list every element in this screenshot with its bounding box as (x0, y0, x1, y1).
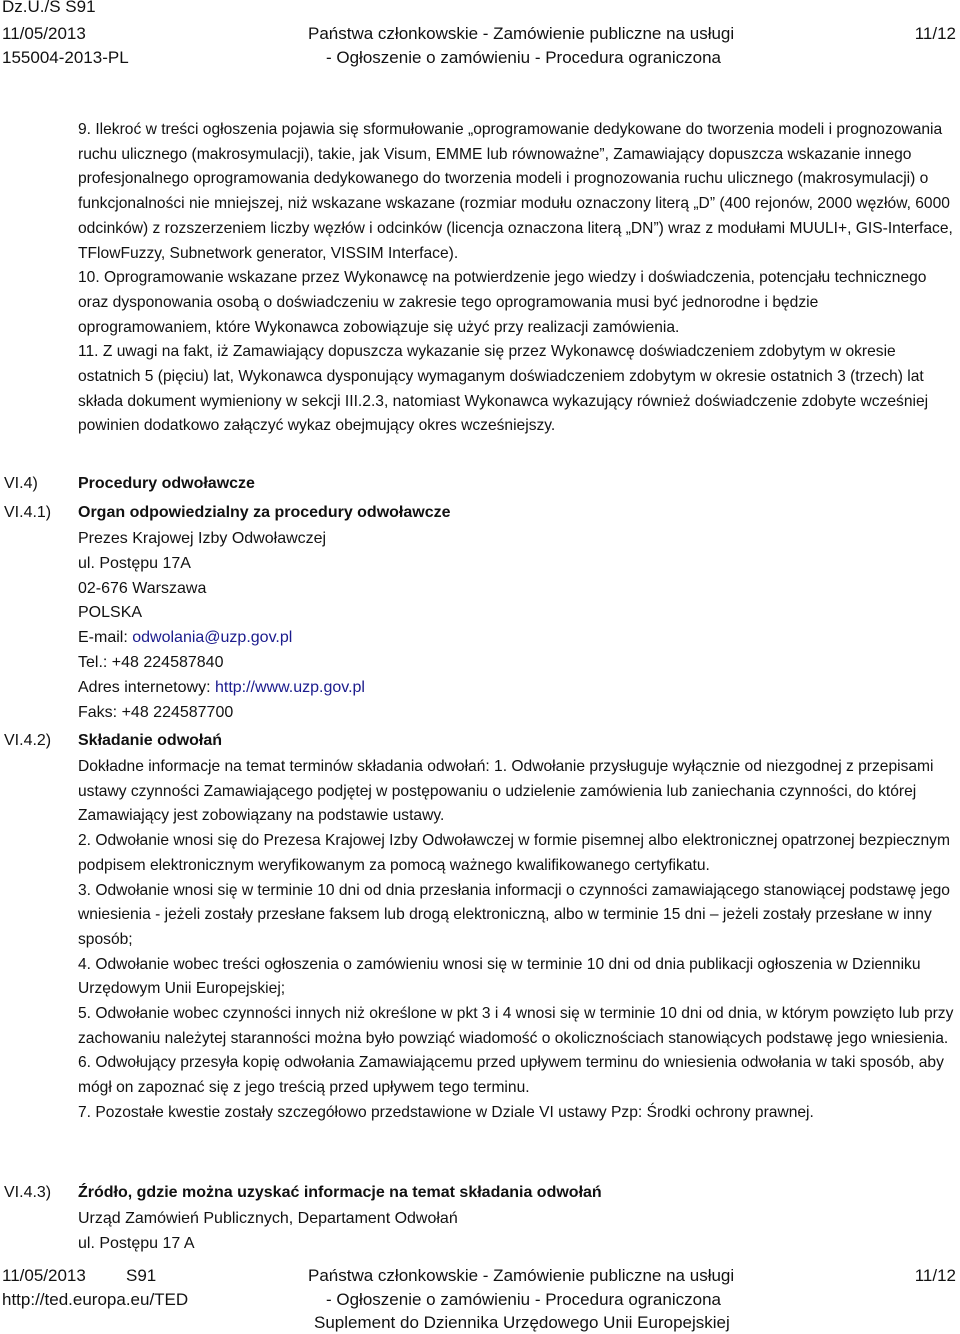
street-address: ul. Postępu 17 A (78, 1234, 195, 1252)
paragraph-11: 11. Z uwagi na fakt, iż Zamawiający dopuszcza wykazanie się przez Wykonawcę doświadczeniem zdobytym w okresie ostatnich 5 (pięciu) lat, Wykonawca dysponujący wymaganym doświadczeniem zdobytym w okresie ostatnich 3 (trzech) lat składa dokument wymieniony w sekcji III.2.3, natomiast Wykonawca wykazujący również doświadczenie zdobyte wcześniej powinien dodatkowo załączyć wykaz obejmujący okres wcześniejszy. (78, 343, 929, 435)
section-number-vi42: VI.4.2) (4, 732, 52, 749)
postal-city: 02-676 Warszawa (78, 579, 207, 597)
publication-ref: Dz.U./S S91 (2, 0, 96, 16)
phone-row (78, 651, 365, 676)
paragraph-9: 9. Ilekroć w treści ogłoszenia pojawia się sformułowanie „oprogramowanie dedykowane do tworzenia modeli i prognozowania ruchu ulicznego (makrosymulacji), takie, jak Visum, EMME lub równoważne”, Zamawiający dopuszcza wskazanie innego profesjonalnego oprogramowania dedykowanego do tworzenia modeli i prognozowania ruchu ulicznego (makrosymulacji) o funkcjonalności nie mniejszej, niż wskazane wskazane (rozmiar modułu oznaczony literą „D” (400 rejonów, 2000 węzłów, 6000 odcinków) z rozszerzeniem liczby węzłów i odcinków (licencja oznaczona literą „DN”) wraz z modułami MUULI+, GIS-Interface, TFlowFuzzy, Subnetwork generator, VISSIM Interface). (78, 121, 953, 262)
email-label: E-mail: (78, 629, 128, 647)
footer-title: Państwa członkowskie - Zamówienie publiczne na usługi (308, 1266, 735, 1285)
additional-info-text (78, 118, 954, 439)
header-title: Państwa członkowskie - Zamówienie publiczne na usługi (308, 24, 735, 43)
section-title-vi42: Składanie odwołań (78, 732, 223, 749)
appeal-paragraph: 6. Odwołujący przesyła kopię odwołania Zamawiającemu przed upływem terminu do wniesienia odwołania w taki sposób, aby mógł on zapoznać się z jego treścią przed upływem tego terminu. (78, 1054, 944, 1097)
appeal-paragraph: 7. Pozostałe kwestie zostały szczegółowo przedstawione w Dziale VI ustawy Pzp: Środki ochrony prawnej. (78, 1103, 814, 1121)
email-link[interactable]: odwolania@uzp.gov.pl (132, 629, 293, 647)
street-address: ul. Postępu 17A (78, 554, 191, 572)
footer-date: 11/05/2013 (2, 1266, 86, 1285)
appeal-paragraph: Dokładne informacje na temat terminów składania odwołań: 1. Odwołanie przysługuje wyłącznie od niezgodnej z przepisami ustawy czynności Zamawiającego podjętej w postępowaniu o udzielenie zamówienia lub zaniechania czynności, do której Zamawiający jest zobowiązany na podstawie ustawy. (78, 758, 934, 825)
section-number-vi43: VI.4.3) (4, 1184, 52, 1201)
email-row (78, 626, 365, 651)
footer-url[interactable]: http://ted.europa.eu/TED (2, 1290, 189, 1309)
organization-name: Urząd Zamówień Publicznych, Departament Odwołań (78, 1210, 458, 1227)
paragraph-10: 10. Oprogramowanie wskazane przez Wykonawcę na potwierdzenie jego wiedzy i doświadczenia, potencjału technicznego oraz dysponowania osobą o doświadczeniu w zakresie tego oprogramowania musi być jednorodne i będzie oprogramowaniem, które Wykonawca zobowiązuje się użyć przy realizacji zamówienia. (78, 269, 927, 336)
section-number-vi41: VI.4.1) (4, 504, 52, 521)
fax-row (78, 701, 365, 726)
section-title-vi43: Źródło, gdzie można uzyskać informacje na temat składania odwołań (78, 1184, 602, 1201)
section-title-vi41: Organ odpowiedzialny za procedury odwoławcze (78, 504, 451, 521)
fax-number: +48 224587700 (121, 703, 234, 721)
section-number-vi4: VI.4) (4, 475, 38, 492)
footer-supplement: Suplement do Dziennika Urzędowego Unii Europejskiej (314, 1313, 730, 1332)
website-label: Adres internetowy: (78, 678, 211, 696)
footer-page-number: 11/12 (914, 1266, 956, 1285)
website-row (78, 676, 365, 701)
header-subtitle: - Ogłoszenie o zamówieniu - Procedura ograniczona (326, 48, 721, 67)
country: POLSKA (78, 604, 143, 622)
appeal-paragraph: 5. Odwołanie wobec czynności innych niż określone w pkt 3 i 4 wnosi się w terminie 10 dni od dnia, w którym powzięto lub przy zachowaniu należytej staranności można było powziąć wiadomość o okolicznościach stanowiących podstawę jego wniesienia. (78, 1005, 954, 1047)
appeals-text (78, 755, 954, 1126)
website-link[interactable]: http://www.uzp.gov.pl (214, 678, 365, 696)
appeal-paragraph: 3. Odwołanie wnosi się w terminie 10 dni od dnia przesłania informacji o czynności zamawiającego stanowiącej podstawę jego wniesienia - jeżeli zostały przesłane faksem lub drogą elektroniczną, albo w terminie 15 dni – jeżeli zostały przesłane w inny sposób; (78, 881, 950, 948)
review-body-address (78, 527, 365, 725)
document-id: 155004-2013-PL (2, 48, 129, 67)
organization-name: Prezes Krajowej Izby Odwoławczej (78, 530, 327, 547)
header-page-number: 11/12 (914, 24, 956, 43)
footer-series: S91 (126, 1266, 157, 1285)
phone-number: +48 224587840 (111, 653, 224, 671)
appeal-paragraph: 2. Odwołanie wnosi się do Prezesa Krajowej Izby Odwoławczej w formie pisemnej albo elektronicznej opatrzonej bezpiecznym podpisem elektronicznym weryfikowanym za pomocą ważnego kwalifikowanego certyfikatu. (78, 832, 950, 874)
footer-subtitle: - Ogłoszenie o zamówieniu - Procedura ograniczona (326, 1290, 721, 1309)
phone-label: Tel.: (78, 653, 108, 671)
info-source-address (78, 1207, 458, 1257)
appeal-paragraph: 4. Odwołanie wobec treści ogłoszenia o zamówieniu wnosi się w terminie 10 dni od dnia publikacji ogłoszenia w Dzienniku Urzędowym Unii Europejskiej; (78, 955, 921, 998)
header-date: 11/05/2013 (2, 24, 86, 43)
fax-label: Faks: (78, 703, 118, 721)
section-title-vi4: Procedury odwoławcze (78, 475, 255, 492)
